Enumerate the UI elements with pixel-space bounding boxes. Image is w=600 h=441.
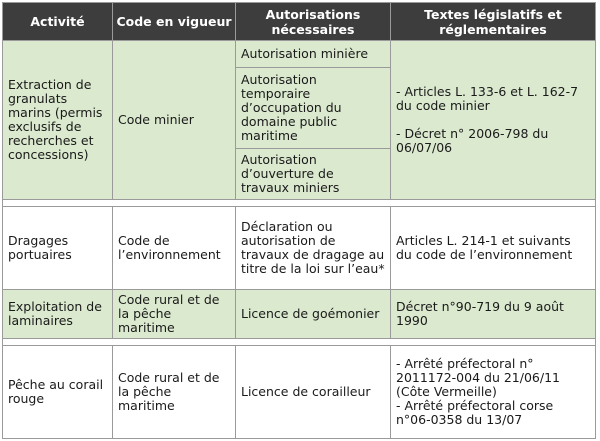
activite-cell: Pêche au corail rouge	[3, 346, 113, 439]
table-row	[3, 346, 596, 439]
table-row	[3, 290, 596, 339]
header-textes: Textes législatifs et réglementaires	[391, 3, 596, 41]
autorisation-cell: Déclaration ou autorisation de travaux de dragage au titre de la loi sur l’eau*	[236, 207, 391, 290]
header-autorisations: Autorisations nécessaires	[236, 3, 391, 41]
autorisation-cell: Autorisation temporaire d’occupation du domaine public maritime	[236, 68, 391, 149]
header-row	[3, 3, 596, 41]
autorisation-cell: Autorisation minière	[236, 41, 391, 68]
table-row	[3, 41, 596, 68]
textes-cell	[391, 41, 596, 200]
code-cell: Code rural et de la pêche maritime	[113, 290, 236, 339]
separator-cell	[3, 200, 596, 207]
header-code: Code en vigueur	[113, 3, 236, 41]
row-separator	[3, 339, 596, 346]
separator-cell	[3, 339, 596, 346]
texte-item: - Décret n° 2006-798 du 06/07/06	[396, 126, 549, 155]
texte-item: - Articles L. 133-6 et L. 162-7 du code minier	[396, 84, 579, 113]
autorisation-cell: Licence de corailleur	[236, 346, 391, 439]
autorisation-cell: Licence de goémonier	[236, 290, 391, 339]
code-cell: Code rural et de la pêche maritime	[113, 346, 236, 439]
texte-item: - Arrêté préfectoral corse n°06-0358 du 13/07	[396, 398, 554, 427]
textes-cell	[391, 346, 596, 439]
textes-cell: Décret n°90-719 du 9 août 1990	[391, 290, 596, 339]
header-activite: Activité	[3, 3, 113, 41]
code-cell: Code de l’environnement	[113, 207, 236, 290]
activite-cell: Exploitation de laminaires	[3, 290, 113, 339]
code-cell: Code minier	[113, 41, 236, 200]
regulation-table	[2, 2, 596, 439]
table-row	[3, 207, 596, 290]
activite-cell: Extraction de granulats marins (permis exclusifs de recherches et concessions)	[3, 41, 113, 200]
autorisation-cell: Autorisation d’ouverture de travaux miniers	[236, 149, 391, 200]
texte-item: - Arrêté préfectoral n° 2011172-004 du 21/06/11 (Côte Vermeille)	[396, 356, 560, 399]
activite-cell: Dragages portuaires	[3, 207, 113, 290]
row-separator	[3, 200, 596, 207]
textes-cell: Articles L. 214-1 et suivants du code de l’environnement	[391, 207, 596, 290]
